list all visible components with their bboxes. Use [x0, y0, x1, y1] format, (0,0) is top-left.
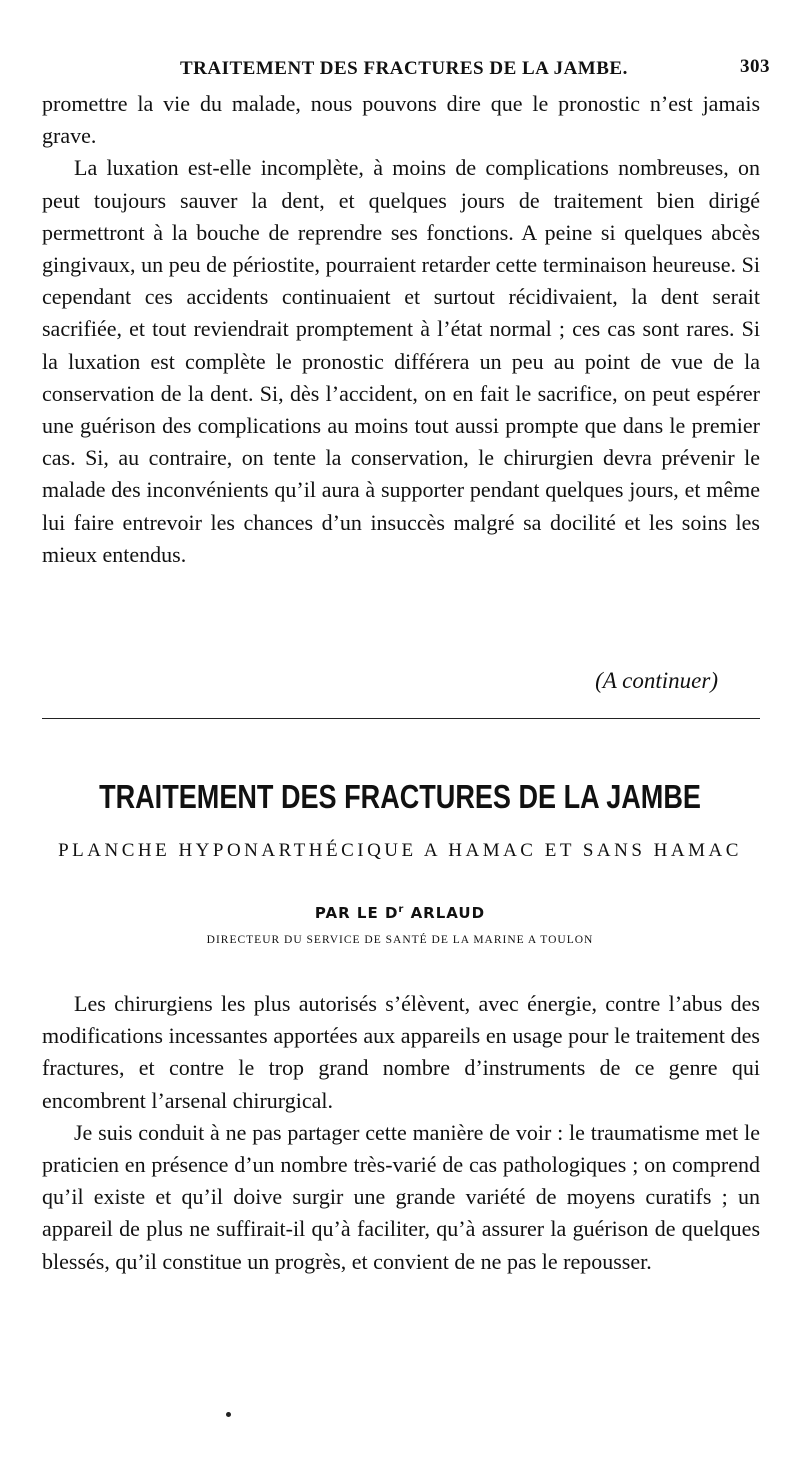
article-subtitle: PLANCHE HYPONARTHÉCIQUE A HAMAC ET SANS HAMAC	[58, 840, 742, 861]
paragraph: Les chirurgiens les plus autorisés s’élèvent, avec énergie, contre l’abus des modifications incessantes apportées aux appareils en usage pour le traitement des fractures, et contre le trop grand nombre d’instruments de ce genre qui encombrent l’arsenal chirurgical.	[42, 991, 760, 1113]
paragraph: Je suis conduit à ne pas partager cette manière de voir : le traumatisme met le praticien en présence d’un nombre très-varié de cas pathologiques ; on comprend qu’il existe et qu’il doive surgir une grande variété de moyens curatifs ; un appareil de plus ne suffirait-il qu’à faciliter, qu’à assurer la guérison de quelques blessés, qu’il constitue un progrès, et convient de ne pas le repousser.	[42, 1119, 760, 1274]
author-superscript: r	[398, 904, 405, 915]
continuation-note: (A continuer)	[595, 668, 718, 693]
section-divider	[42, 718, 760, 719]
author-name: ARLAUD	[404, 904, 486, 922]
article-text	[42, 988, 760, 1278]
paragraph: promettre la vie du malade, nous pouvons dire que le pronostic n’est jamais grave.	[42, 91, 760, 149]
author-affiliation: DIRECTEUR DU SERVICE DE SANTÉ DE LA MARINE A TOULON	[206, 934, 594, 946]
running-title: TRAITEMENT DES FRACTURES DE LA JAMBE.	[180, 58, 628, 79]
author-line	[0, 904, 800, 922]
paragraph: La luxation est-elle incomplète, à moins de complications nombreuses, on peut toujours sauver la dent, et quelques jours de traitement bien dirigé permettront à la bouche de reprendre ses fonctions. A peine si quelques abcès gingivaux, un peu de périostite, pourraient retarder cette terminaison heureuse. Si cependant ces accidents continuaient et surtout récidivaient, la dent serait sacrifiée, et tout reviendrait promptement à l’état normal ; ces cas sont rares. Si la luxation est complète le pronostic différera un peu au point de vue de la conservation de la dent. Si, dès l’accident, on en fait le sacrifice, on peut espérer une guérison des complications au moins tout aussi prompte que dans le premier cas. Si, au contraire, on tente la conservation, le chirurgien devra prévenir le malade des inconvénients qu’il aura à supporter pendant quelques jours, et même lui faire entrevoir les chances d’un insuccès malgré sa docilité et les soins les mieux entendus.	[42, 155, 760, 567]
page-number: 303	[740, 56, 770, 77]
author-prefix: PAR LE D	[314, 904, 399, 922]
previous-article-text	[42, 88, 760, 571]
print-speck	[226, 1412, 231, 1417]
article-title: TRAITEMENT DES FRACTURES DE LA JAMBE	[99, 778, 701, 815]
running-head	[180, 58, 770, 82]
